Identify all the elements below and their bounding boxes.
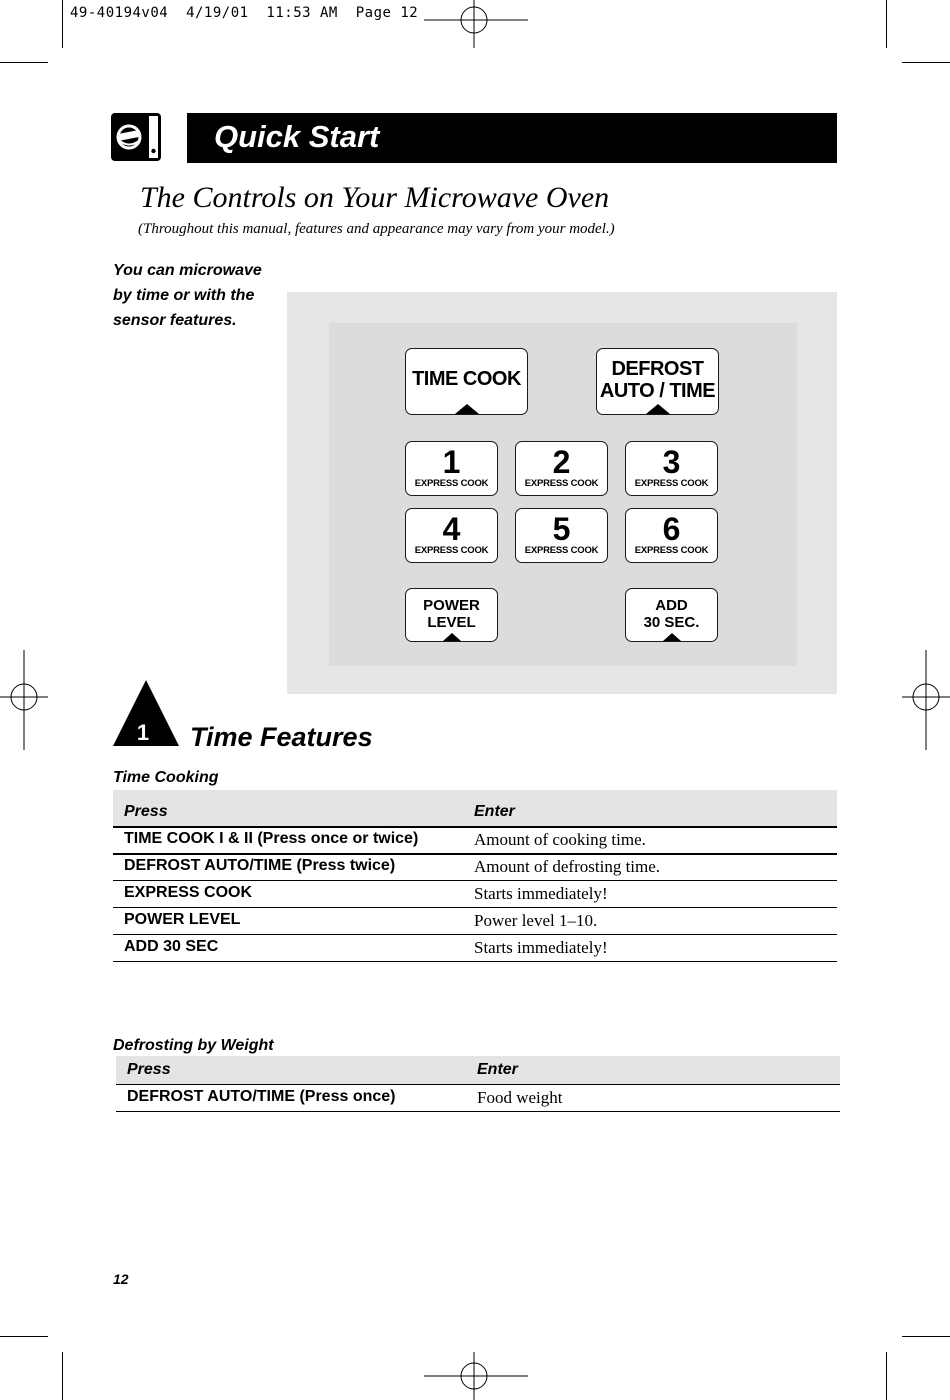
page-number: 12 <box>113 1271 129 1287</box>
section-number: 1 <box>136 720 150 745</box>
table-row <box>113 828 837 853</box>
indicator-arrow-icon <box>455 404 479 414</box>
key-label: EXPRESS COOK <box>414 478 489 489</box>
header-press: Press <box>124 803 168 820</box>
express-cook-1-button[interactable] <box>405 441 498 496</box>
express-cook-3-button[interactable] <box>625 441 718 496</box>
defrost-auto-time-button[interactable] <box>596 348 719 415</box>
page-subtitle: (Throughout this manual, features and appearance may vary from your model.) <box>138 221 615 237</box>
row-press: DEFROST AUTO/TIME (Press twice) <box>124 857 396 874</box>
registration-mark-right <box>902 650 950 750</box>
add-label-line2: 30 SEC. <box>643 614 700 631</box>
row-enter: Food weight <box>477 1088 563 1107</box>
row-press: POWER LEVEL <box>124 911 241 928</box>
header-enter: Enter <box>477 1061 518 1078</box>
express-cook-5-button[interactable] <box>515 508 608 563</box>
microwave-logo-icon <box>111 113 161 161</box>
key-label: EXPRESS COOK <box>524 478 599 489</box>
table-row <box>116 1085 840 1111</box>
sidebar-note: You can microwave by time or with the sensor features. <box>113 262 262 329</box>
key-number: 5 <box>552 511 571 547</box>
express-cook-6-button[interactable] <box>625 508 718 563</box>
indicator-arrow-icon <box>663 633 681 641</box>
power-label-line1: POWER <box>423 597 480 614</box>
key-number: 3 <box>662 444 681 480</box>
registration-mark-top <box>424 0 528 48</box>
key-number: 2 <box>552 444 571 480</box>
time-cook-button[interactable] <box>405 348 528 415</box>
key-label: EXPRESS COOK <box>634 545 709 556</box>
time-cooking-table-header <box>113 790 837 826</box>
header-press: Press <box>127 1061 171 1078</box>
registration-mark-bottom <box>424 1352 528 1400</box>
row-press: TIME COOK I & II (Press once or twice) <box>124 830 419 847</box>
row-enter: Amount of cooking time. <box>474 830 646 849</box>
page-title: The Controls on Your Microwave Oven <box>140 181 610 214</box>
banner-title: Quick Start <box>214 119 380 154</box>
row-press: EXPRESS COOK <box>124 884 253 901</box>
row-enter: Starts immediately! <box>474 884 608 903</box>
key-label: EXPRESS COOK <box>414 545 489 556</box>
indicator-arrow-icon <box>443 633 461 641</box>
table-row <box>113 881 837 908</box>
defrost-label-line1: DEFROST <box>611 358 704 380</box>
table-row <box>113 935 837 962</box>
power-level-button[interactable] <box>405 588 498 642</box>
defrost-weight-table-header <box>116 1056 840 1084</box>
key-number: 1 <box>442 444 461 480</box>
header-enter: Enter <box>474 803 515 820</box>
row-enter: Amount of defrosting time. <box>474 857 661 876</box>
key-number: 4 <box>442 511 461 547</box>
row-press: ADD 30 SEC <box>124 938 219 955</box>
quick-start-banner <box>187 113 837 163</box>
key-number: 6 <box>662 511 681 547</box>
power-label-line2: LEVEL <box>427 614 476 631</box>
registration-mark-left <box>0 650 48 750</box>
row-enter: Power level 1–10. <box>474 911 598 930</box>
time-cooking-label: Time Cooking <box>113 769 219 786</box>
express-cook-2-button[interactable] <box>515 441 608 496</box>
key-label: EXPRESS COOK <box>634 478 709 489</box>
print-slug: 49-40194v04 4/19/01 11:53 AM Page 12 <box>70 5 419 21</box>
defrost-label-line2: AUTO / TIME <box>599 380 716 402</box>
row-press: DEFROST AUTO/TIME (Press once) <box>127 1088 396 1105</box>
table-row <box>113 908 837 935</box>
row-enter: Starts immediately! <box>474 938 608 957</box>
section-number-triangle-icon <box>113 680 179 746</box>
defrost-weight-label: Defrosting by Weight <box>113 1037 274 1054</box>
express-cook-4-button[interactable] <box>405 508 498 563</box>
add-label-line1: ADD <box>655 597 688 614</box>
table-row <box>113 855 837 880</box>
key-label: EXPRESS COOK <box>524 545 599 556</box>
time-cook-label: TIME COOK <box>412 368 521 390</box>
section-title: Time Features <box>190 722 373 752</box>
indicator-arrow-icon <box>646 404 670 414</box>
add-30-sec-button[interactable] <box>625 588 718 642</box>
